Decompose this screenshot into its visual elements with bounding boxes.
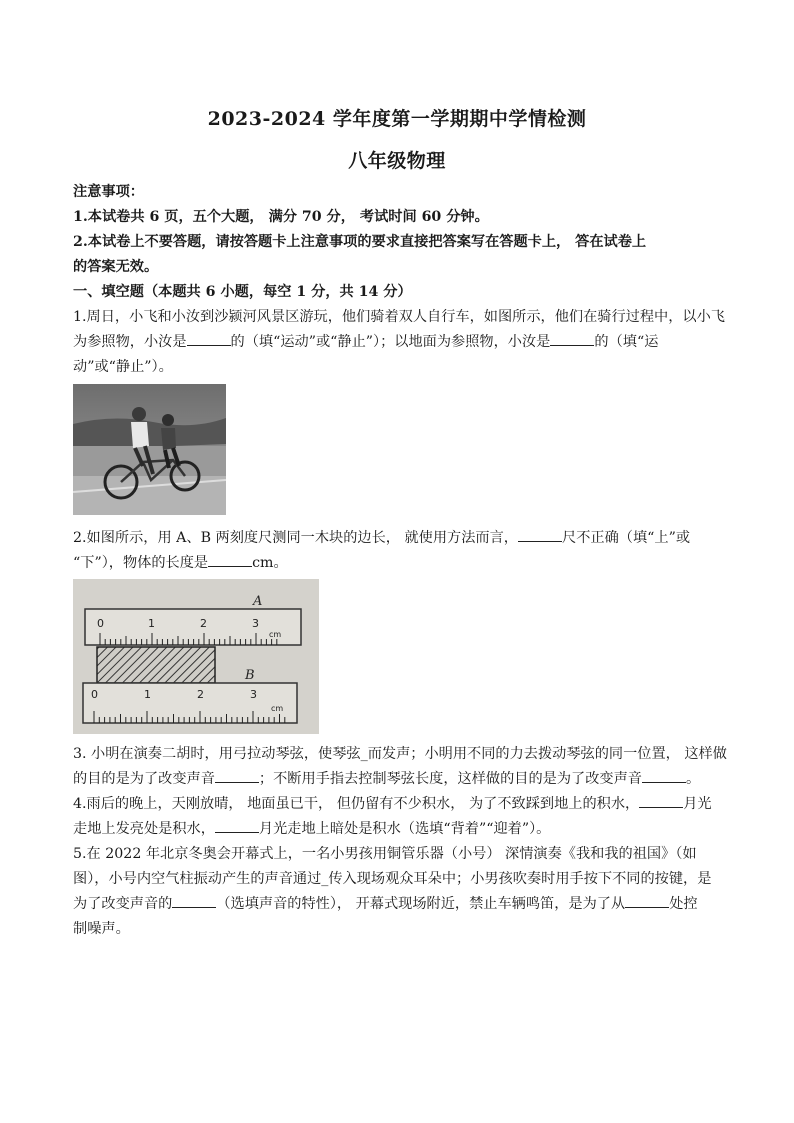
q3-line-1: 3. 小明在演奏二胡时，用弓拉动琴弦，使琴弦_而发声；小明用不同的力去拨动琴弦的同一位置， 这样做 — [73, 746, 727, 762]
q5-text-b: （选填声音的特性）， 开幕式现场附近，禁止车辆鸣笛，是为了从 — [216, 896, 626, 912]
q1-text-a: 为参照物，小汝是 — [73, 334, 187, 350]
ruler-b-unit: cm — [271, 704, 284, 713]
q5-line-2: 图），小号内空气柱振动产生的声音通过_传入现场观众耳朵中；小男孩吹奏时用手按下不同的按键，是 — [73, 871, 712, 887]
q4-line-1 — [73, 792, 733, 816]
ruler-a-tick-3: 3 — [252, 617, 259, 630]
q2-text-b: 尺不正确（填“上”或 — [562, 530, 691, 546]
answer-blank — [518, 527, 562, 542]
q3-line-2 — [73, 767, 733, 791]
q1-line-1: 1.周日，小飞和小汝到沙颍河风景区游玩，他们骑着双人自行车，如图所示，他们在骑行过程中，以小飞 — [73, 309, 725, 325]
ruler-b-tick-1: 1 — [144, 688, 151, 701]
answer-blank — [187, 331, 231, 346]
ruler-a-label: A — [253, 594, 263, 609]
q2-text-a2: “下”），物体的长度是 — [73, 555, 209, 571]
section-1-heading: 一、填空题（本题共 6 小题，每空 1 分，共 14 分） — [73, 284, 412, 300]
ruler-a-tick-1: 1 — [148, 617, 155, 630]
q1-line-2 — [73, 330, 733, 354]
notice-item-2-line-1: 2.本试卷上不要答题，请按答题卡上注意事项的要求直接把答案写在答题卡上， 答在试卷上 — [73, 234, 647, 250]
ruler-b-tick-2: 2 — [197, 688, 204, 701]
answer-blank — [550, 331, 594, 346]
q4-text-a2: 走地上发亮处是积水， — [73, 821, 215, 837]
answer-blank — [172, 893, 216, 908]
q1-text-b: 的（填“运动”或“静止”）；以地面为参照物，小汝是 — [230, 334, 551, 350]
q5-text-a: 为了改变声音的 — [73, 896, 173, 912]
q2-line-2 — [73, 551, 733, 575]
ruler-b-tick-0: 0 — [91, 688, 98, 701]
q5-line-4: 制噪声。 — [73, 921, 130, 937]
ruler-b-label: B — [245, 668, 255, 683]
ruler-a-tick-2: 2 — [200, 617, 207, 630]
tandem-bicycle-photo — [73, 384, 226, 515]
exam-title: 2023-2024 学年度第一学期期中学情检测 — [207, 108, 587, 130]
q2-line-1 — [73, 526, 733, 550]
answer-blank — [215, 768, 259, 783]
q4-text-a: 4.雨后的晚上，天刚放晴， 地面虽已干， 但仍留有不少积水， 为了不致踩到地上的积水， — [73, 796, 640, 812]
ruler-a-tick-0: 0 — [97, 617, 104, 630]
notice-heading: 注意事项： — [73, 184, 144, 200]
notice-item-2-line-2: 的答案无效。 — [73, 259, 159, 275]
ruler-a-unit: cm — [269, 630, 282, 639]
answer-blank — [642, 768, 686, 783]
two-rulers-diagram — [73, 579, 319, 734]
q5-line-3 — [73, 892, 733, 916]
q4-text-b2: 月光走地上暗处是积水（选填“背着”“迎着”）。 — [258, 821, 551, 837]
wood-block — [97, 647, 215, 683]
answer-blank — [639, 793, 683, 808]
answer-blank — [215, 818, 259, 833]
q2-text-b2: cm。 — [252, 555, 288, 571]
bicycle-riders-image — [73, 384, 226, 515]
q1-line-3: 动”或“静止”）。 — [73, 359, 173, 375]
notice-item-1: 1.本试卷共 6 页，五个大题， 满分 70 分， 考试时间 60 分钟。 — [73, 209, 489, 225]
ruler-a — [85, 609, 301, 645]
q5-text-c: 处控 — [669, 896, 698, 912]
q4-line-2 — [73, 817, 733, 841]
answer-blank — [625, 893, 669, 908]
q4-text-b: 月光 — [683, 796, 712, 812]
q3-text-c: 。 — [685, 771, 701, 787]
ruler-b-tick-3: 3 — [250, 688, 257, 701]
q2-text-a: 2.如图所示，用 A、B 两刻度尺测同一木块的边长， 就使用方法而言， — [73, 530, 518, 546]
subject-title: 八年级物理 — [348, 150, 446, 172]
rulers-figure — [73, 579, 319, 734]
q3-text-a: 的目的是为了改变声音 — [73, 771, 215, 787]
q1-text-c: 的（填“运 — [594, 334, 659, 350]
q3-text-b: ；不断用手指去控制琴弦长度，这样做的目的是为了改变声音 — [258, 771, 642, 787]
answer-blank — [208, 552, 252, 567]
q5-line-1: 5.在 2022 年北京冬奥会开幕式上，一名小男孩用铜管乐器（小号） 深情演奏《我和我的祖国》（如 — [73, 846, 697, 862]
